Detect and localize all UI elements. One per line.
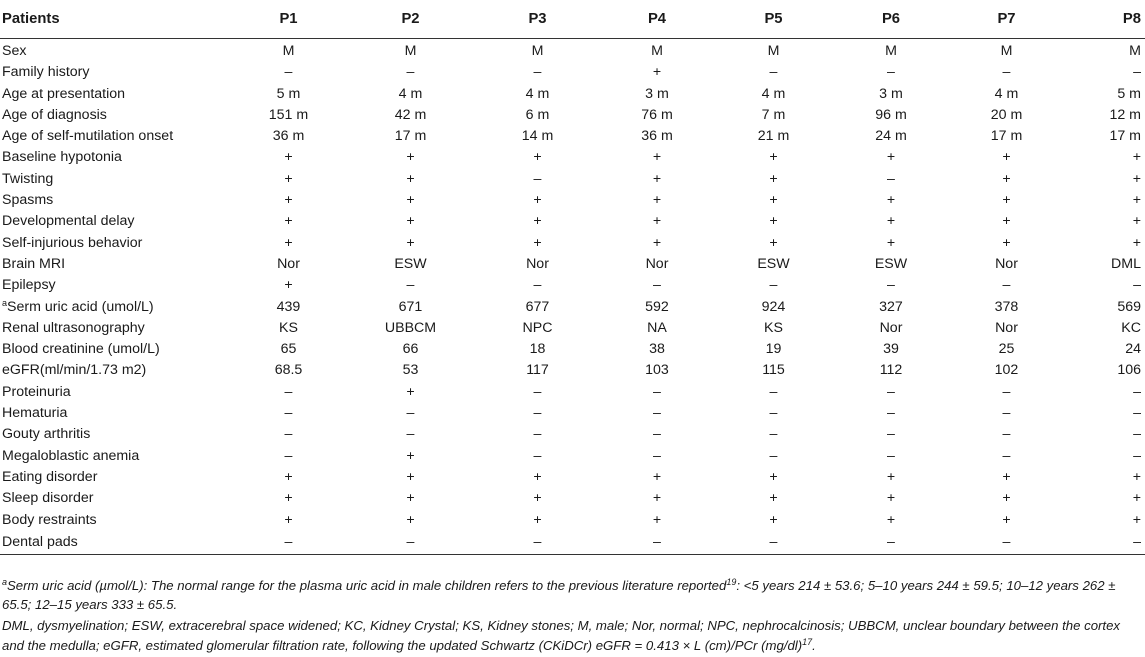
footnote-marker: a [2, 297, 8, 308]
table-cell: 378 [994, 298, 1019, 315]
table-row [0, 297, 1145, 318]
table-cell: – [599, 531, 715, 555]
table-cell: 3 m [879, 85, 903, 102]
table-cell: – [1002, 277, 1011, 294]
table-cell: + [652, 213, 662, 230]
table-cell: 117 [526, 362, 549, 379]
table-cell: – [653, 277, 661, 294]
table-cell: KS [764, 319, 783, 336]
table-row [0, 488, 1145, 509]
table-cell: + [284, 234, 293, 251]
table-cell: KC [1121, 319, 1141, 336]
table-row [0, 169, 1145, 190]
table-cell: 96 m [875, 106, 907, 123]
table-cell: + [652, 64, 662, 81]
table-cell: + [533, 511, 542, 528]
table-cell: + [284, 170, 293, 187]
row-label [0, 467, 232, 488]
table-cell: 17 m [1109, 128, 1141, 145]
row-label-text: Family history [2, 64, 90, 81]
table-cell: Nor [995, 319, 1018, 336]
table-row [0, 467, 1145, 488]
table-cell: + [652, 149, 662, 166]
table-cell: + [406, 234, 415, 251]
table-cell: – [533, 170, 542, 187]
table-footnotes [0, 576, 1140, 657]
table-cell: + [652, 468, 662, 485]
row-label-text: Dental pads [2, 533, 78, 550]
row-label [0, 84, 232, 105]
table-row [0, 339, 1145, 360]
table-cell: 53 [402, 362, 419, 379]
table-cell: – [769, 405, 778, 422]
table-cell: + [1132, 192, 1141, 209]
row-label [0, 147, 232, 168]
table-row [0, 360, 1145, 381]
table-cell: – [533, 405, 542, 422]
table-row [0, 147, 1145, 168]
row-label-text: Proteinuria [2, 383, 71, 400]
table-cell: + [1132, 213, 1141, 230]
table-cell: Nor [645, 255, 669, 272]
table-cell: – [769, 426, 778, 443]
row-label-text: Age at presentation [2, 85, 126, 102]
table-cell: + [886, 234, 896, 251]
table-cell: – [769, 277, 778, 294]
patient-header: P6 [832, 0, 950, 39]
table-cell: M [404, 43, 417, 59]
table-cell: 17 m [990, 128, 1023, 145]
row-label [0, 275, 232, 296]
table-row [0, 39, 1145, 63]
table-cell: – [1002, 405, 1011, 422]
table-cell: M [767, 43, 780, 59]
table-cell: + [533, 213, 542, 230]
row-label [0, 105, 232, 126]
row-label [0, 382, 232, 403]
table-cell: M [651, 43, 663, 59]
table-cell: + [406, 468, 415, 485]
table-cell: 924 [761, 298, 786, 315]
patient-header: P7 [950, 0, 1063, 39]
row-label-text: Self-injurious behavior [2, 234, 143, 251]
row-label-text: Age of self-mutilation onset [2, 128, 174, 145]
table-cell: – [653, 447, 661, 464]
footnote-text: DML, dysmyelination; ESW, extracerebral space widened; KC, Kidney Crystal; KS, Kidney stones; M, male; Nor, normal; NPC, nephrocalcinosis; UBBCM, unclear boundary between the cortex and the medulla; eGFR, estimated glomerular filtration rate, following the updated Schwartz (CKiDCr) eGFR = 0.413 × L (cm)/PCr (mg/dl) [2, 618, 1121, 653]
table-cell: 3 m [645, 85, 669, 102]
table-cell: + [533, 490, 542, 507]
table-row [0, 190, 1145, 211]
table-cell: + [284, 511, 293, 528]
row-label-text: Age of diagnosis [2, 106, 107, 123]
table-cell: + [652, 490, 662, 507]
table-cell: + [652, 511, 662, 528]
table-cell: 39 [883, 341, 899, 358]
table-cell: Nor [277, 255, 300, 272]
table-cell: – [887, 426, 895, 443]
table-cell: + [1132, 468, 1141, 485]
row-label [0, 403, 232, 424]
table-cell: – [476, 531, 599, 555]
row-label [0, 126, 232, 147]
table-cell: – [887, 277, 895, 294]
table-cell: M [531, 43, 544, 59]
table-cell: 38 [649, 341, 665, 358]
table-cell: 569 [1117, 298, 1141, 315]
table-cell: + [1132, 170, 1141, 187]
table-row [0, 510, 1145, 531]
row-label [0, 424, 232, 445]
table-cell: + [284, 490, 293, 507]
row-label-text: Twisting [2, 170, 54, 187]
table-cell: 24 [1125, 341, 1141, 358]
table-cell: 7 m [761, 106, 786, 123]
row-label-text: eGFR(ml/min/1.73 m2) [2, 362, 147, 379]
table-cell: 6 m [525, 106, 550, 123]
row-label-text: Serm uric acid (umol/L) [7, 298, 154, 315]
table-cell: – [887, 170, 895, 187]
row-label [0, 446, 232, 467]
patient-header: P3 [476, 0, 599, 39]
table-cell: 677 [525, 298, 550, 315]
table-cell: – [406, 405, 415, 422]
row-label [0, 190, 232, 211]
table-cell: M [1129, 43, 1141, 59]
table-row [0, 403, 1145, 424]
table-row [0, 211, 1145, 232]
table-cell: + [1132, 490, 1141, 507]
table-cell: UBBCM [384, 319, 437, 336]
table-row [0, 254, 1145, 275]
table-cell: + [406, 192, 415, 209]
row-label [0, 360, 232, 381]
table-row [0, 62, 1145, 83]
table-cell: – [284, 447, 293, 464]
table-row [0, 105, 1145, 126]
patient-header: P1 [232, 0, 345, 39]
row-label-text: Megaloblastic anemia [2, 447, 140, 464]
table-cell: + [769, 490, 778, 507]
row-label [0, 510, 232, 531]
table-cell: – [533, 447, 542, 464]
table-cell: 102 [994, 362, 1019, 379]
table-cell: + [1002, 149, 1011, 166]
table-cell: – [1133, 383, 1141, 400]
row-label [0, 39, 232, 63]
table-cell: – [653, 426, 661, 443]
table-cell: + [1002, 511, 1011, 528]
row-label [0, 169, 232, 190]
table-cell: 5 m [276, 85, 301, 102]
table-cell: + [769, 192, 778, 209]
table-cell: + [769, 511, 778, 528]
table-cell: – [1133, 405, 1141, 422]
row-label [0, 297, 232, 318]
table-cell: 5 m [1117, 85, 1141, 102]
row-label-text: Renal ultrasonography [2, 319, 145, 336]
table-cell: + [886, 468, 896, 485]
row-label [0, 318, 232, 339]
row-label-text: Brain MRI [2, 255, 66, 272]
table-cell: 4 m [994, 85, 1019, 102]
table-cell: – [832, 531, 950, 555]
table-cell: + [406, 490, 415, 507]
table-cell: – [887, 405, 895, 422]
reference-marker: 19 [726, 577, 737, 587]
table-cell: 65 [280, 341, 297, 358]
table-cell: + [284, 149, 293, 166]
row-label-text: Developmental delay [2, 213, 135, 230]
table-cell: – [533, 426, 542, 443]
table-cell: – [406, 277, 415, 294]
table-cell: Nor [526, 255, 549, 272]
table-cell: – [284, 383, 293, 400]
row-label-text: Epilepsy [2, 277, 56, 294]
table-cell: – [284, 405, 293, 422]
table-cell: + [886, 511, 896, 528]
table-cell: + [406, 447, 415, 464]
table-cell: 24 m [875, 128, 907, 145]
table-cell: + [406, 511, 415, 528]
table-cell: + [769, 468, 778, 485]
table-row [0, 446, 1145, 467]
table-cell: + [769, 149, 778, 166]
table-cell: + [1002, 468, 1011, 485]
table-cell: + [284, 192, 293, 209]
table-cell: – [769, 64, 778, 81]
table-cell: 4 m [761, 85, 786, 102]
table-cell: NA [647, 319, 667, 336]
table-cell: + [769, 213, 778, 230]
table-cell: 18 [529, 341, 546, 358]
row-label-text: Sex [2, 43, 27, 59]
row-label-text: Hematuria [2, 405, 68, 422]
table-cell: – [1002, 447, 1011, 464]
row-label [0, 531, 232, 555]
table-cell: – [887, 447, 895, 464]
row-label-text: Gouty arthritis [2, 426, 91, 443]
table-cell: 4 m [398, 85, 423, 102]
table-row [0, 382, 1145, 403]
row-label [0, 233, 232, 254]
table-cell: – [715, 531, 832, 555]
table-cell: KS [279, 319, 298, 336]
table-cell: – [769, 447, 778, 464]
table-row [0, 318, 1145, 339]
table-cell: + [886, 490, 896, 507]
row-label [0, 339, 232, 360]
table-cell: 42 m [394, 106, 427, 123]
row-label-text: Baseline hypotonia [2, 149, 122, 166]
patient-header: P8 [1063, 0, 1145, 39]
table-cell: Nor [879, 319, 903, 336]
row-label [0, 488, 232, 509]
row-label [0, 211, 232, 232]
table-cell: – [406, 64, 415, 81]
table-cell: + [1002, 234, 1011, 251]
table-cell: + [1002, 170, 1011, 187]
table-cell: – [1063, 531, 1145, 555]
table-cell: – [533, 64, 542, 81]
table-cell: + [652, 234, 662, 251]
table-cell: 21 m [757, 128, 790, 145]
table-cell: 14 m [521, 128, 554, 145]
table-cell: – [1002, 383, 1011, 400]
table-cell: – [232, 531, 345, 555]
table-cell: – [769, 383, 778, 400]
table-cell: 671 [398, 298, 423, 315]
footnote-abbreviations [0, 616, 1140, 654]
table-body [0, 39, 1145, 555]
table-cell: + [1132, 234, 1141, 251]
table-cell: 19 [765, 341, 782, 358]
table-cell: + [533, 234, 542, 251]
table-cell: 17 m [394, 128, 427, 145]
table-cell: – [1002, 426, 1011, 443]
table-cell: + [406, 170, 415, 187]
table-cell: + [284, 277, 293, 294]
table-cell: – [533, 277, 542, 294]
table-cell: + [1132, 511, 1141, 528]
table-cell: – [284, 64, 293, 81]
table-cell: + [406, 213, 415, 230]
table-cell: ESW [757, 255, 790, 272]
table-cell: + [769, 234, 778, 251]
reference-marker: 17 [802, 636, 813, 647]
table-cell: + [533, 468, 542, 485]
table-row [0, 84, 1145, 105]
footnote-text: . [812, 637, 816, 653]
table-cell: M [885, 43, 897, 59]
table-cell: DML [1111, 255, 1141, 272]
row-label [0, 254, 232, 275]
row-label-text: Sleep disorder [2, 490, 94, 507]
table-cell: 36 m [272, 128, 305, 145]
table-cell: + [406, 383, 415, 400]
table-cell: + [1002, 213, 1011, 230]
table-cell: – [1133, 426, 1141, 443]
table-cell: – [653, 383, 661, 400]
patient-header: P4 [599, 0, 715, 39]
table-cell: 76 m [641, 106, 673, 123]
table-cell: 68.5 [274, 362, 303, 379]
table-row [0, 531, 1145, 555]
table-cell: + [284, 213, 293, 230]
table-cell: Nor [995, 255, 1018, 272]
table-cell: ESW [394, 255, 427, 272]
corner-header: Patients [0, 0, 232, 39]
table-cell: 115 [762, 362, 785, 379]
table-cell: – [406, 426, 415, 443]
table-cell: – [1133, 64, 1141, 81]
footnote-text: Serm uric acid (µmol/L): The normal range for the plasma uric acid in male children refers to the previous literature reported [7, 578, 727, 593]
header-row [0, 0, 1145, 39]
row-label-text: Blood creatinine (umol/L) [2, 341, 160, 358]
table-cell: + [1002, 490, 1011, 507]
table-cell: 12 m [1109, 106, 1141, 123]
table-cell: + [1002, 192, 1011, 209]
table-cell: 25 [998, 341, 1015, 358]
footnote-marker: a [2, 577, 8, 587]
row-label-text: Body restraints [2, 511, 97, 528]
table-cell: NPC [522, 319, 553, 336]
table-cell: + [533, 192, 542, 209]
table-cell: + [406, 149, 415, 166]
table-row [0, 275, 1145, 296]
table-cell: 66 [402, 341, 419, 358]
table-cell: ESW [874, 255, 908, 272]
table-cell: + [284, 468, 293, 485]
footnote-a [0, 576, 1140, 614]
table-cell: – [1133, 277, 1141, 294]
table-cell: M [1000, 43, 1013, 59]
table-cell: – [284, 426, 293, 443]
table-cell: – [1133, 447, 1141, 464]
table-cell: – [533, 383, 542, 400]
table-cell: 592 [645, 298, 669, 315]
table-cell: M [282, 43, 295, 59]
table-cell: 151 m [268, 106, 309, 123]
patient-header: P2 [345, 0, 476, 39]
patient-header: P5 [715, 0, 832, 39]
footnote-text: : <5 years 214 ± 53.6; 5–10 years 244 ± 59.5; 10–12 years 262 ± 65.5; 12–15 years 333 ± 65.5. [2, 578, 1116, 613]
table-cell: + [886, 192, 896, 209]
table-cell: + [1132, 149, 1141, 166]
table-cell: 327 [879, 298, 903, 315]
table-cell: – [653, 405, 661, 422]
table-cell: + [652, 170, 662, 187]
table-cell: – [887, 64, 895, 81]
table-cell: 20 m [990, 106, 1023, 123]
table-row [0, 424, 1145, 445]
table-cell: + [886, 213, 896, 230]
row-label-text: Eating disorder [2, 468, 98, 485]
table-cell: + [652, 192, 662, 209]
table-cell: – [1002, 64, 1011, 81]
table-cell: – [345, 531, 476, 555]
row-label-text: Spasms [2, 192, 54, 209]
table-row [0, 126, 1145, 147]
table-cell: 439 [276, 298, 301, 315]
table-row [0, 233, 1145, 254]
table-cell: 112 [879, 362, 903, 379]
row-label [0, 62, 232, 83]
table-cell: + [769, 170, 778, 187]
table-cell: – [950, 531, 1063, 555]
table-cell: 4 m [525, 85, 550, 102]
table-cell: – [887, 383, 895, 400]
table-cell: + [886, 149, 896, 166]
table-cell: 36 m [641, 128, 673, 145]
table-cell: 103 [645, 362, 669, 379]
table-cell: + [533, 149, 542, 166]
table-cell: 106 [1117, 362, 1141, 379]
